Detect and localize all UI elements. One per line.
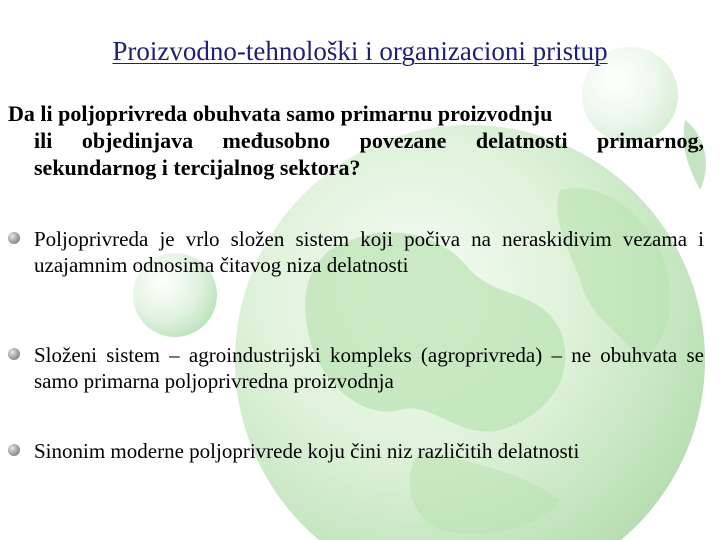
bullet-item-1 xyxy=(8,226,704,278)
bullet-text: Poljoprivreda je vrlo složen sistem koji počiva na neraskidivim vezama i uzajamnim odnosima čitavog niza delatnosti xyxy=(34,227,704,277)
question-continuation: ili objedinjava međusobno povezane delatnosti primarnog, sekundarnog i tercijalnog sektora? xyxy=(34,128,704,180)
bullet-dot-icon xyxy=(8,348,20,360)
bullet-dot-icon xyxy=(8,232,20,244)
bullet-text: Složeni sistem – agroindustrijski kompleks (agroprivreda) – ne obuhvata se samo primarna poljoprivredna proizvodnja xyxy=(34,343,704,393)
question-text xyxy=(8,100,704,181)
bullet-item-3 xyxy=(8,438,704,464)
slide-title: Proizvodno-tehnološki i organizacioni pristup xyxy=(112,36,608,66)
bullet-dot-icon xyxy=(8,444,20,456)
bullet-item-2 xyxy=(8,342,704,394)
bullet-text: Sinonim moderne poljoprivrede koju čini niz različitih delatnosti xyxy=(34,439,580,463)
question-line-1: Da li poljoprivreda obuhvata samo primarnu proizvodnju xyxy=(8,101,553,126)
